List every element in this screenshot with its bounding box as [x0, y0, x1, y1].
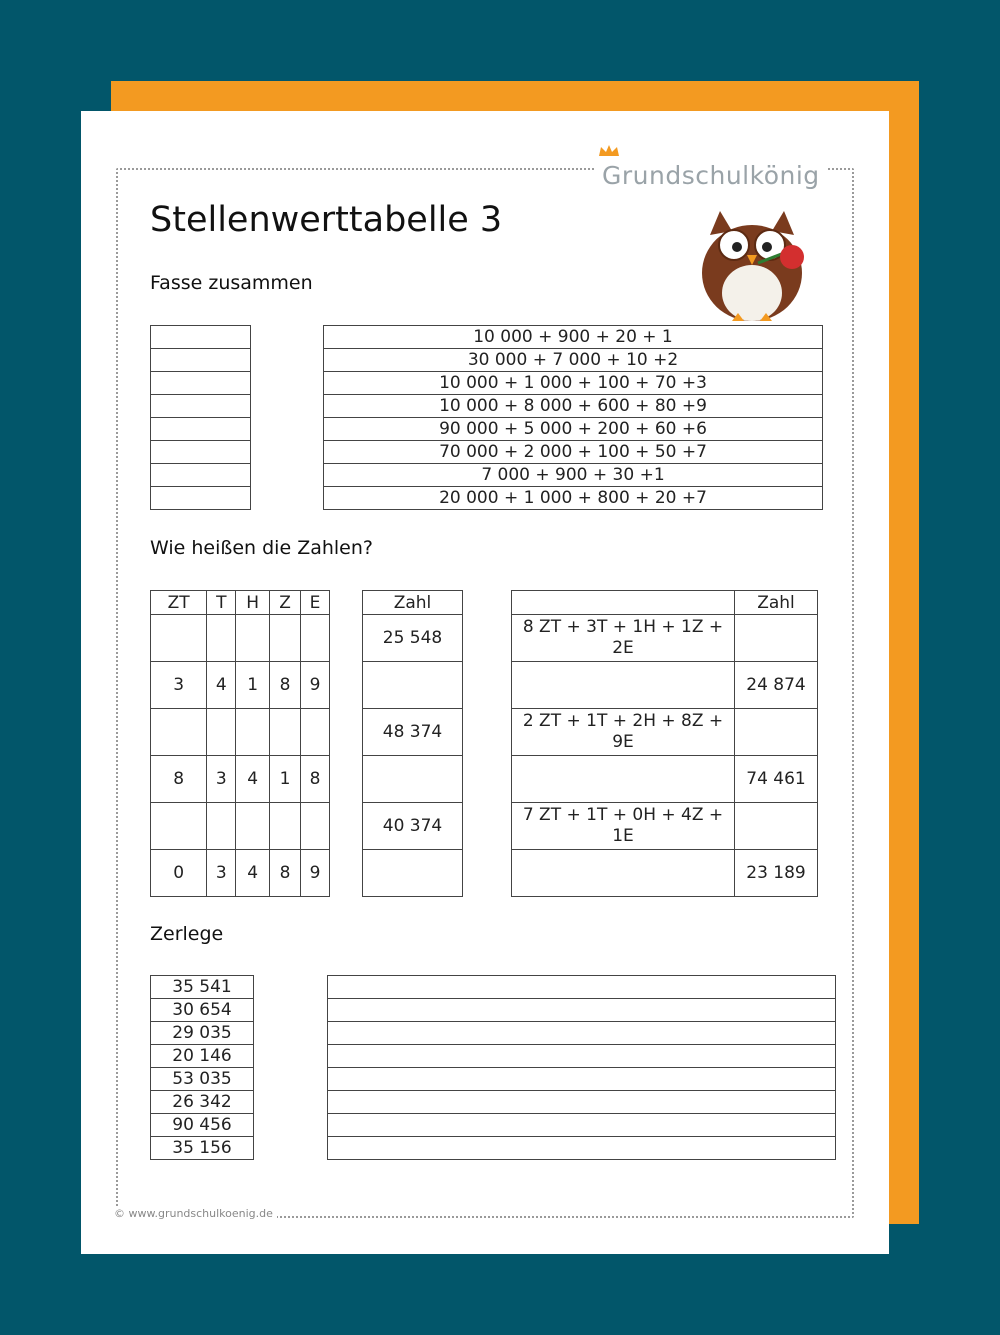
zahl-row — [363, 662, 463, 709]
digit-cell: 4 — [207, 662, 236, 709]
digit-cell[interactable] — [270, 709, 301, 756]
place-value-row — [151, 803, 330, 850]
zerlege-answer-row — [328, 1068, 836, 1091]
digit-cell[interactable] — [207, 709, 236, 756]
zerlege-answer-row — [328, 999, 836, 1022]
zahl-row — [363, 756, 463, 803]
zerlege-answer-row — [328, 1045, 836, 1068]
place-value-row — [151, 662, 330, 709]
zahl-cell: 25 548 — [363, 615, 463, 662]
zahl-cell[interactable] — [363, 850, 463, 897]
zerlege-answer-row — [328, 1137, 836, 1160]
digit-cell: 8 — [151, 756, 207, 803]
digit-cell[interactable] — [301, 803, 330, 850]
expression-row — [512, 756, 818, 803]
sum-row — [324, 349, 823, 372]
sum-row — [324, 372, 823, 395]
expression-zahl-header: Zahl — [735, 591, 818, 615]
sum-row — [324, 441, 823, 464]
zerlege-answer-cell[interactable] — [328, 1068, 836, 1091]
expression-cell[interactable] — [512, 662, 735, 709]
expression-row — [512, 615, 818, 662]
place-value-row — [151, 615, 330, 662]
digit-cell: 0 — [151, 850, 207, 897]
crown-icon — [598, 144, 620, 158]
place-value-row — [151, 756, 330, 803]
zerlege-number: 90 456 — [151, 1114, 254, 1137]
digit-cell: 3 — [207, 756, 236, 803]
header-t: T — [207, 591, 236, 615]
sum-row — [324, 326, 823, 349]
zerlege-answer-row — [328, 976, 836, 999]
zerlege-answer-cell[interactable] — [328, 999, 836, 1022]
zerlege-answer-cell[interactable] — [328, 976, 836, 999]
zerlege-number: 53 035 — [151, 1068, 254, 1091]
sum-row — [324, 395, 823, 418]
zerlege-number: 20 146 — [151, 1045, 254, 1068]
zerlege-answer-table — [327, 975, 836, 1160]
zerlege-number-row — [151, 1091, 254, 1114]
zerlege-number-table — [150, 975, 254, 1160]
expression-zahl-cell: 23 189 — [735, 850, 818, 897]
section-heading-zahlen: Wie heißen die Zahlen? — [150, 537, 373, 559]
answer-cell[interactable] — [151, 464, 251, 487]
expression-header — [512, 591, 735, 615]
place-value-header-row — [151, 591, 330, 615]
sum-expression: 30 000 + 7 000 + 10 +2 — [324, 349, 823, 372]
expression-cell[interactable] — [512, 850, 735, 897]
section-heading-zerlege: Zerlege — [150, 923, 224, 945]
zahl-row — [363, 850, 463, 897]
place-value-table — [150, 590, 330, 897]
expression-cell[interactable] — [512, 756, 735, 803]
digit-cell: 8 — [301, 756, 330, 803]
answer-cell[interactable] — [151, 487, 251, 510]
digit-cell: 1 — [236, 662, 270, 709]
answer-row — [151, 395, 251, 418]
answer-row — [151, 441, 251, 464]
expression-row — [512, 850, 818, 897]
sum-row — [324, 418, 823, 441]
sum-answer-table — [150, 325, 251, 510]
zerlege-number-row — [151, 1045, 254, 1068]
zerlege-number-row — [151, 999, 254, 1022]
zerlege-answer-cell[interactable] — [328, 1137, 836, 1160]
zahl-table — [362, 590, 463, 897]
digit-cell[interactable] — [270, 615, 301, 662]
expression-zahl-cell: 24 874 — [735, 662, 818, 709]
answer-row — [151, 326, 251, 349]
digit-cell: 4 — [236, 850, 270, 897]
digit-cell: 1 — [270, 756, 301, 803]
sum-expression-table — [323, 325, 823, 510]
sum-row — [324, 487, 823, 510]
digit-cell[interactable] — [151, 615, 207, 662]
zerlege-number: 30 654 — [151, 999, 254, 1022]
digit-cell: 9 — [301, 662, 330, 709]
sum-expression: 10 000 + 1 000 + 100 + 70 +3 — [324, 372, 823, 395]
sum-expression: 90 000 + 5 000 + 200 + 60 +6 — [324, 418, 823, 441]
digit-cell[interactable] — [151, 803, 207, 850]
digit-cell: 4 — [236, 756, 270, 803]
zerlege-answer-cell[interactable] — [328, 1022, 836, 1045]
expression-zahl-cell: 74 461 — [735, 756, 818, 803]
brand-logo — [596, 150, 826, 190]
answer-row — [151, 418, 251, 441]
zerlege-number-row — [151, 1137, 254, 1160]
expression-zahl-cell[interactable] — [735, 803, 818, 850]
answer-row — [151, 349, 251, 372]
expression-row — [512, 709, 818, 756]
zerlege-answer-cell[interactable] — [328, 1114, 836, 1137]
digit-cell[interactable] — [236, 615, 270, 662]
digit-cell: 9 — [301, 850, 330, 897]
zerlege-answer-cell[interactable] — [328, 1045, 836, 1068]
digit-cell[interactable] — [207, 803, 236, 850]
zerlege-number-row — [151, 1022, 254, 1045]
zahl-header: Zahl — [363, 591, 463, 615]
digit-cell[interactable] — [301, 615, 330, 662]
expression-cell: 2 ZT + 1T + 2H + 8Z + 9E — [512, 709, 735, 756]
header-e: E — [301, 591, 330, 615]
section-heading-fasse: Fasse zusammen — [150, 272, 313, 294]
sum-expression: 20 000 + 1 000 + 800 + 20 +7 — [324, 487, 823, 510]
digit-cell[interactable] — [301, 709, 330, 756]
digit-cell: 3 — [207, 850, 236, 897]
zerlege-number: 26 342 — [151, 1091, 254, 1114]
sum-expression: 7 000 + 900 + 30 +1 — [324, 464, 823, 487]
sum-expression: 10 000 + 900 + 20 + 1 — [324, 326, 823, 349]
footer-copyright: © www.grundschulkoenig.de — [110, 1207, 277, 1220]
expression-zahl-cell[interactable] — [735, 615, 818, 662]
expression-header-row — [512, 591, 818, 615]
answer-cell[interactable] — [151, 349, 251, 372]
digit-cell[interactable] — [151, 709, 207, 756]
expression-cell: 7 ZT + 1T + 0H + 4Z + 1E — [512, 803, 735, 850]
answer-cell[interactable] — [151, 418, 251, 441]
header-z: Z — [270, 591, 301, 615]
digit-cell[interactable] — [270, 803, 301, 850]
digit-cell[interactable] — [236, 709, 270, 756]
expression-zahl-table — [511, 590, 818, 897]
zahl-cell[interactable] — [363, 756, 463, 803]
zahl-row — [363, 709, 463, 756]
zerlege-answer-row — [328, 1091, 836, 1114]
zahl-cell: 40 374 — [363, 803, 463, 850]
zerlege-answer-row — [328, 1022, 836, 1045]
sum-row — [324, 464, 823, 487]
zerlege-number: 29 035 — [151, 1022, 254, 1045]
expression-cell: 8 ZT + 3T + 1H + 1Z + 2E — [512, 615, 735, 662]
answer-row — [151, 487, 251, 510]
expression-zahl-cell[interactable] — [735, 709, 818, 756]
answer-row — [151, 372, 251, 395]
zerlege-number-row — [151, 1068, 254, 1091]
sum-expression: 10 000 + 8 000 + 600 + 80 +9 — [324, 395, 823, 418]
digit-cell[interactable] — [207, 615, 236, 662]
answer-cell[interactable] — [151, 326, 251, 349]
zahl-row — [363, 803, 463, 850]
page-title: Stellenwerttabelle 3 — [150, 200, 503, 240]
zerlege-number: 35 156 — [151, 1137, 254, 1160]
header-h: H — [236, 591, 270, 615]
zahl-header-row — [363, 591, 463, 615]
zerlege-number-row — [151, 976, 254, 999]
brand-name: Grundschulkönig — [602, 161, 820, 190]
zahl-row — [363, 615, 463, 662]
zerlege-answer-row — [328, 1114, 836, 1137]
sum-expression: 70 000 + 2 000 + 100 + 50 +7 — [324, 441, 823, 464]
digit-cell: 8 — [270, 850, 301, 897]
header-zt: ZT — [151, 591, 207, 615]
digit-cell[interactable] — [236, 803, 270, 850]
zerlege-answer-cell[interactable] — [328, 1091, 836, 1114]
expression-row — [512, 803, 818, 850]
digit-cell: 8 — [270, 662, 301, 709]
zahl-cell: 48 374 — [363, 709, 463, 756]
zerlege-number-row — [151, 1114, 254, 1137]
answer-cell[interactable] — [151, 441, 251, 464]
zerlege-number: 35 541 — [151, 976, 254, 999]
digit-cell: 3 — [151, 662, 207, 709]
answer-cell[interactable] — [151, 395, 251, 418]
zahl-cell[interactable] — [363, 662, 463, 709]
answer-row — [151, 464, 251, 487]
owl-with-rose-image — [692, 205, 816, 327]
place-value-row — [151, 850, 330, 897]
answer-cell[interactable] — [151, 372, 251, 395]
expression-row — [512, 662, 818, 709]
place-value-row — [151, 709, 330, 756]
